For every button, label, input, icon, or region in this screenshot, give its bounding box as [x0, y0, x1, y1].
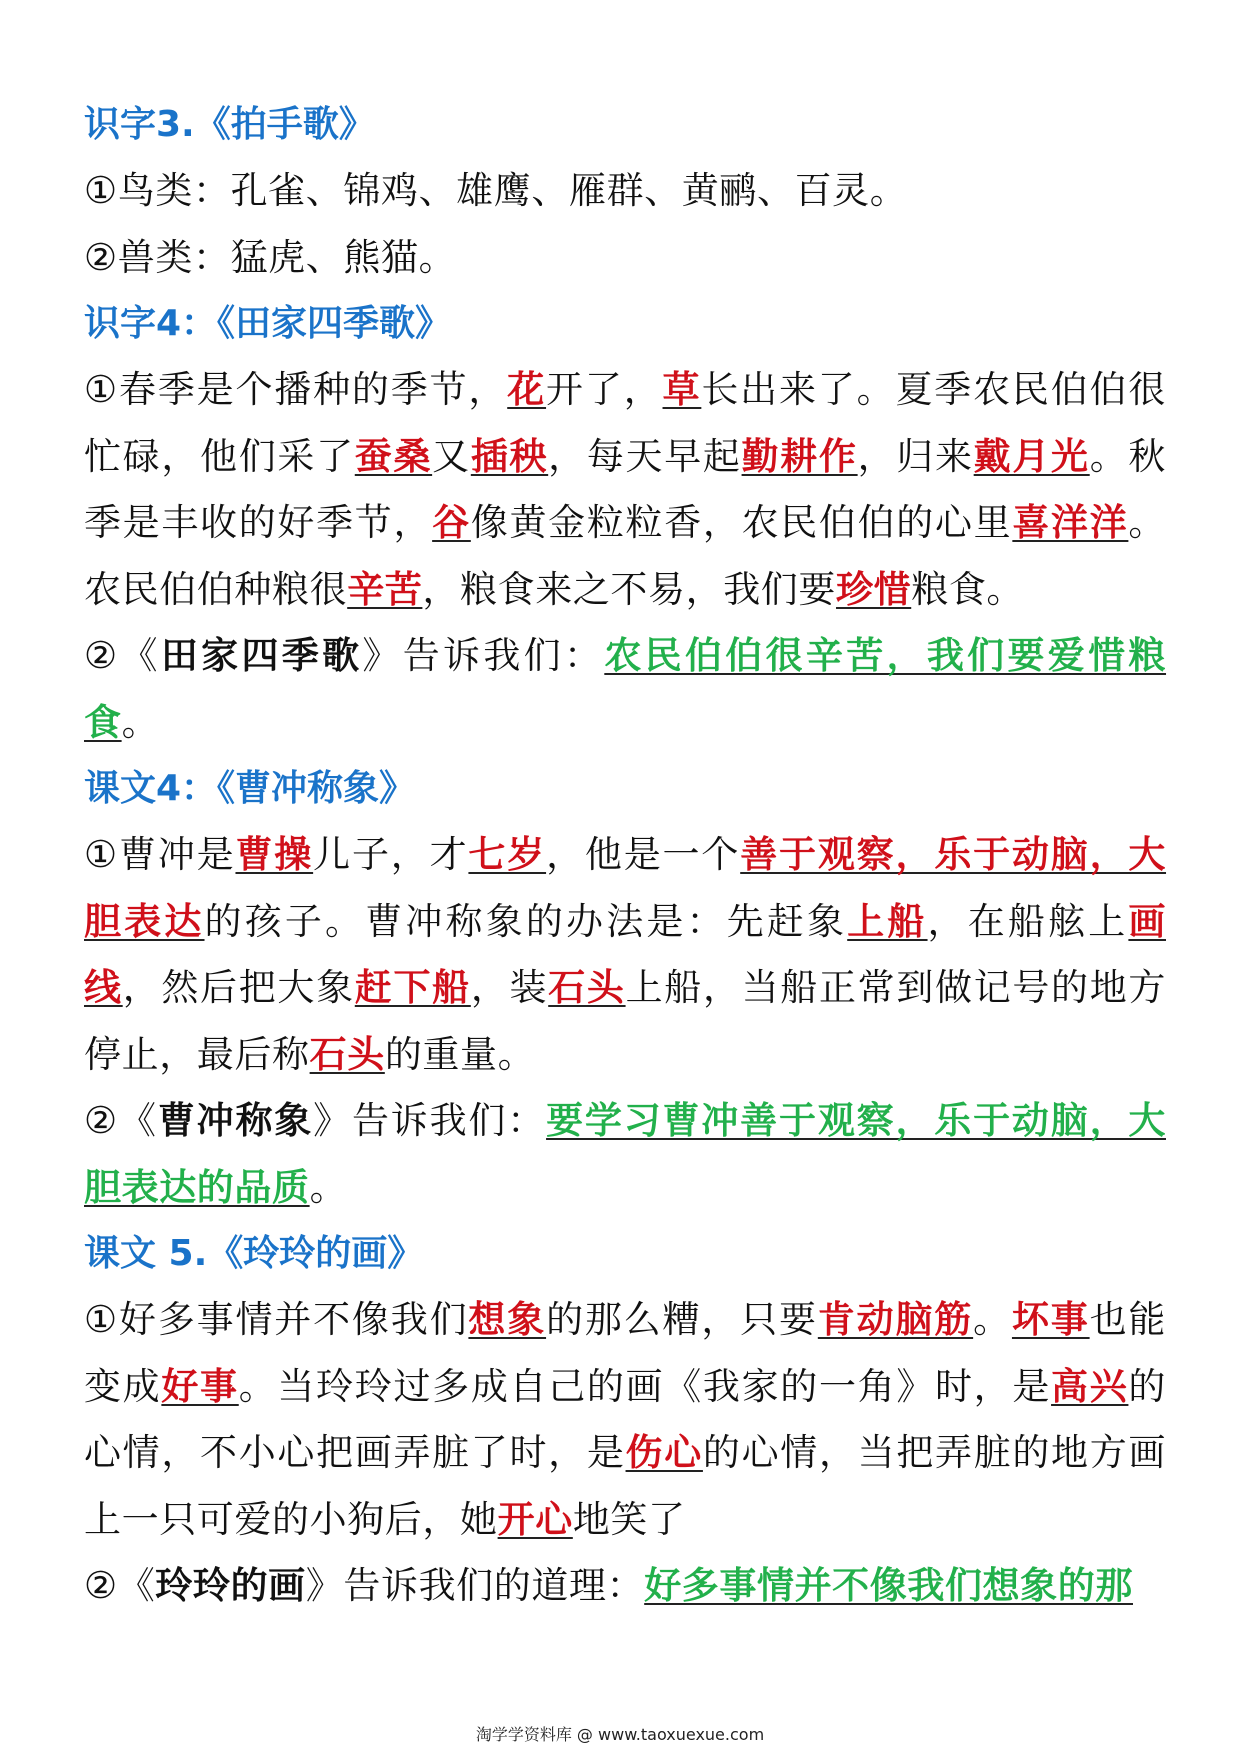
- text-segment: 。当玲玲过多成自己的画《我家的一角》时，是: [238, 1364, 1052, 1408]
- text-segment: ，然后把大象: [122, 966, 355, 1009]
- key-term: 想象: [468, 1298, 547, 1341]
- text-segment: ，粮食来之不易，我们要: [422, 567, 837, 611]
- lesson-title: 田家四季歌: [160, 634, 363, 677]
- text-segment: ，在船舷上: [927, 899, 1129, 943]
- text-segment: 》告诉我们的道理：: [305, 1564, 645, 1607]
- text-segment: 的心情，当把弄脏的地方画上一只可爱的小狗后，她: [84, 1431, 1167, 1541]
- text-segment: ，归来: [857, 434, 974, 478]
- text-segment: 。: [973, 1298, 1012, 1341]
- text-segment: 长出来了。夏季农民伯伯很忙碌，他们采了: [84, 368, 1166, 478]
- key-term: 草: [662, 368, 702, 411]
- document-body: [84, 92, 1166, 1620]
- text-segment: 开了，: [546, 368, 663, 411]
- text-segment: ，装: [470, 966, 549, 1009]
- key-term: 开心: [497, 1497, 573, 1541]
- text-segment: ，每天早起: [548, 434, 742, 478]
- text-segment: ①春季是个播种的季节，: [84, 368, 508, 411]
- lesson-summary: 要学习曹冲善于观察，乐于动脑，大胆表达的品质: [84, 1099, 1166, 1209]
- paragraph: [84, 1088, 1166, 1221]
- lesson-title: 玲玲的画: [155, 1564, 306, 1607]
- text-segment: ②《: [84, 1099, 158, 1142]
- text-segment: ②《: [84, 1564, 156, 1607]
- footer-watermark: 淘学学资料库 @ www.taoxuexue.com: [475, 1725, 765, 1744]
- paragraph: [84, 623, 1166, 756]
- key-term: 赶下船: [354, 966, 471, 1009]
- text-segment: 的那么糟，只要: [546, 1298, 818, 1341]
- key-term: 肯动脑筋: [817, 1298, 974, 1341]
- key-term: 高兴: [1051, 1364, 1129, 1408]
- key-term: 上船: [847, 899, 928, 943]
- key-term: 七岁: [468, 833, 547, 876]
- key-term: 石头: [548, 966, 626, 1009]
- paragraph: [84, 225, 1166, 292]
- section-heading: 识字3.《拍手歌》: [84, 104, 375, 145]
- key-term: 画线: [84, 899, 1166, 1009]
- key-term: 蚕桑: [354, 434, 433, 478]
- text-segment: ①好多事情并不像我们: [84, 1298, 469, 1341]
- text-segment: 》告诉我们：: [362, 634, 605, 677]
- text-segment: ②兽类：猛虎、熊猫。: [84, 235, 457, 279]
- key-term: 勤耕作: [741, 434, 858, 478]
- text-segment: 。农民伯伯种粮很: [84, 501, 1166, 611]
- text-segment: 上船，当船正常到做记号的地方停止，最后称: [84, 966, 1167, 1076]
- section-heading: 课文4：《曹冲称象》: [84, 768, 416, 809]
- text-segment: 》告诉我们：: [313, 1099, 547, 1142]
- key-term: 曹操: [235, 833, 314, 876]
- key-term: 好事: [161, 1364, 239, 1408]
- key-term: 珍惜: [836, 567, 912, 611]
- text-segment: ②《: [84, 634, 161, 677]
- key-term: 石头: [309, 1032, 385, 1076]
- paragraph: [84, 357, 1166, 623]
- key-term: 喜洋洋: [1012, 501, 1129, 544]
- key-term: 善于观察，乐于动脑，大胆表达: [84, 833, 1167, 943]
- text-segment: 。秋季是丰收的好季节，: [84, 434, 1166, 544]
- paragraph: [84, 1287, 1166, 1553]
- text-segment: ①曹冲是: [84, 833, 236, 876]
- paragraph: [84, 1553, 1166, 1620]
- key-term: 花: [507, 368, 547, 411]
- paragraph: [84, 158, 1166, 225]
- text-segment: 粮食。: [911, 567, 1025, 611]
- text-segment: ，他是一个: [546, 833, 741, 876]
- key-term: 谷: [432, 501, 471, 544]
- lesson-summary: 好多事情并不像我们想象的那: [644, 1564, 1133, 1607]
- key-term: 辛苦: [347, 567, 423, 611]
- text-segment: 儿子，才: [313, 833, 469, 876]
- text-segment: 地笑了: [572, 1497, 686, 1541]
- section-heading: 识字4：《田家四季歌》: [84, 303, 452, 344]
- text-segment: 又: [432, 434, 471, 478]
- paragraph: [84, 822, 1166, 1088]
- key-term: 伤心: [625, 1431, 703, 1474]
- text-segment: ①鸟类：孔雀、锦鸡、雄鹰、雁群、黄鹂、百灵。: [84, 169, 908, 212]
- key-term: 坏事: [1011, 1298, 1090, 1341]
- text-segment: 也能变成: [84, 1298, 1167, 1408]
- key-term: 戴月光: [973, 434, 1090, 478]
- section-heading: 课文 5.《玲玲的画》: [84, 1233, 424, 1274]
- text-segment: 。: [309, 1165, 348, 1209]
- text-segment: 的重量。: [384, 1032, 536, 1076]
- key-term: 插秧: [470, 434, 549, 478]
- text-segment: 像黄金粒粒香，农民伯伯的心里: [470, 501, 1013, 544]
- lesson-summary: 农民伯伯很辛苦，我们要爱惜粮食: [84, 634, 1167, 744]
- text-segment: 的心情，不小心把画弄脏了时，是: [84, 1364, 1167, 1474]
- text-segment: 。: [121, 700, 160, 744]
- text-segment: 的孩子。曹冲称象的办法是：先赶象: [204, 899, 848, 943]
- lesson-title: 曹冲称象: [157, 1099, 314, 1142]
